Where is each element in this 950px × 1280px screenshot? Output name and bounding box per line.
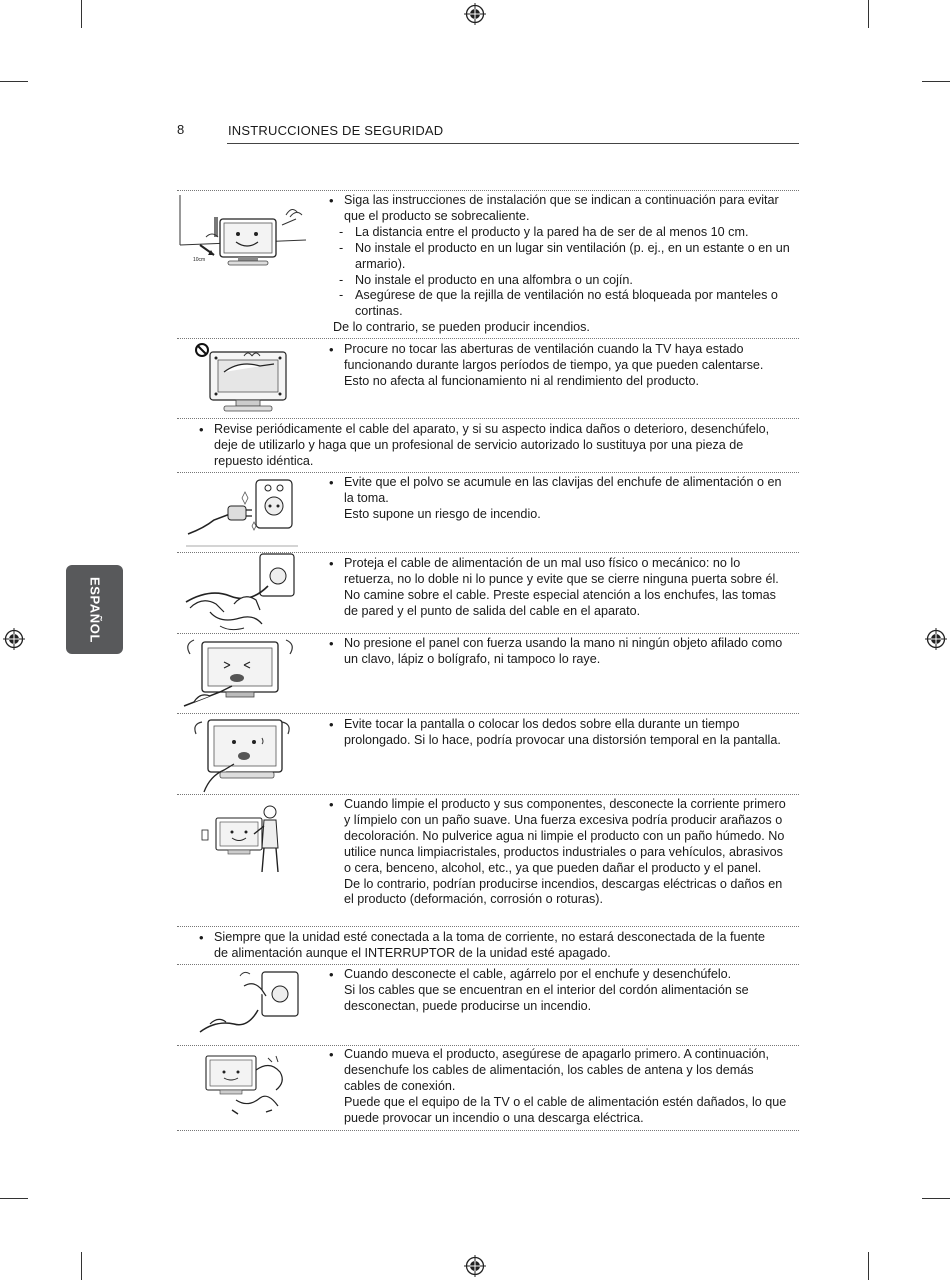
- crop-mark: [81, 1252, 82, 1280]
- section-divider: [177, 338, 799, 339]
- header-rule: [227, 143, 799, 144]
- page-title: INSTRUCCIONES DE SEGURIDAD: [228, 123, 444, 138]
- tv-pressure-illustration: [180, 636, 302, 712]
- language-tab-label: ESPAÑOL: [87, 576, 102, 643]
- section-divider: [177, 794, 799, 795]
- cleaning-tv-illustration: [198, 800, 290, 876]
- note-text: De lo contrario, se pueden producir incendios.: [333, 320, 590, 335]
- list-item: • Cuando desconecte el cable, agárrelo por el enchufe y desenchúfelo.: [328, 967, 790, 983]
- tv-wall-distance-illustration: [178, 195, 308, 273]
- list-item-continuation: De lo contrario, podrían producirse incendios, descargas eléctricas o daños en el producto (deformación, corrosión o roturas).: [344, 876, 783, 907]
- list-item: • No presione el panel con fuerza usando la mano ni ningún objeto afilado como un clavo, lápiz o bolígrafo, ni tampoco lo raye.: [328, 636, 790, 668]
- crop-mark: [81, 0, 82, 28]
- distance-label: 10cm: [193, 257, 206, 263]
- list-item: - La distancia entre el producto y la pared ha de ser de al menos 10 cm.: [328, 225, 790, 241]
- list-item: • Cuando mueva el producto, asegúrese de apagarlo primero. A continuación, desenchufe los cables de alimentación, los cables de antena y los demás cables de conexión.: [328, 1047, 790, 1095]
- crop-mark: [922, 1198, 950, 1199]
- crop-mark: [922, 81, 950, 82]
- crop-mark: [868, 0, 869, 28]
- section-divider: [177, 1045, 799, 1046]
- section-power-switch: [198, 930, 780, 962]
- list-item: - No instale el producto en una alfombra o un cojín.: [328, 273, 790, 289]
- list-item: • Evite que el polvo se acumule en las clavijas del enchufe de alimentación o en la toma.: [328, 475, 790, 507]
- section-divider: [177, 190, 799, 191]
- list-item: • Siga las instrucciones de instalación que se indican a continuación para evitar que el producto se sobrecaliente.: [328, 193, 790, 225]
- list-item: • Cuando limpie el producto y sus componentes, desconecte la corriente primero y límpielo con un paño suave. Una fuerza excesiva podría producir arañazos o decoloración. No pulverice agua ni limpie el producto con un paño húmedo. No utilice nunca limpiacristales, productos industriales o para vehículos, abrasivos o cera, benceno, alcohol, etc., ya que pueden dañar el producto y el panel.: [328, 797, 790, 877]
- section-unplug: [328, 967, 790, 1015]
- section-screen-touch: [328, 717, 790, 749]
- registration-mark-icon: [464, 3, 486, 25]
- moving-tv-cables-illustration: [196, 1050, 292, 1122]
- cable-twist-illustration: [180, 552, 302, 634]
- tv-vent-touch-illustration: [194, 342, 294, 416]
- registration-mark-icon: [3, 628, 25, 650]
- section-divider: [177, 472, 799, 473]
- list-item: • Siempre que la unidad esté conectada a la toma de corriente, no estará desconectada de la fuente de alimentación aunque el INTERRUPTOR de la unidad esté apagado.: [198, 930, 780, 962]
- section-overheat: [328, 193, 790, 336]
- crop-mark: [0, 81, 28, 82]
- section-divider: [177, 1130, 799, 1131]
- section-divider: [177, 964, 799, 965]
- list-item: • Proteja el cable de alimentación de un mal uso físico o mecánico: no lo retuerza, no lo doble ni lo punce y evite que se cierre ninguna puerta sobre él. No camine sobre el cable. Preste especial atención a los enchufes, las tomas de pared y el punto de salida del cable en el aparato.: [328, 556, 790, 620]
- crop-mark: [0, 1198, 28, 1199]
- language-tab: [66, 565, 123, 654]
- list-item: - No instale el producto en un lugar sin ventilación (p. ej., en un estante o en un armario).: [328, 241, 790, 273]
- list-item: • Evite tocar la pantalla o colocar los dedos sobre ella durante un tiempo prolongado. Si lo hace, podría provocar una distorsión temporal en la pantalla.: [328, 717, 790, 749]
- section-moving: [328, 1047, 790, 1127]
- section-divider: [177, 418, 799, 419]
- list-item: • Revise periódicamente el cable del aparato, y si su aspecto indica daños o deterioro, desenchúfelo, deje de utilizarlo y haga que un profesional de servicio autorizado lo sustituya por una pieza de repuesto idéntica.: [198, 422, 780, 470]
- list-item-continuation: Si los cables que se encuentran en el interior del cordón alimentación se desconectan, puede producirse un incendio.: [344, 982, 749, 1013]
- list-item-continuation: Puede que el equipo de la TV o el cable de alimentación estén dañados, lo que puede provocar un incendio o una descarga eléctrica.: [344, 1094, 787, 1125]
- section-cleaning: [328, 797, 790, 908]
- section-cable-protect: [328, 556, 790, 620]
- list-item-continuation: Esto supone un riesgo de incendio.: [344, 506, 541, 521]
- section-cable-check: [198, 422, 780, 470]
- section-vents: [328, 342, 790, 390]
- crop-mark: [868, 1252, 869, 1280]
- page-number: 8: [177, 122, 185, 137]
- tv-finger-touch-illustration: [190, 714, 294, 794]
- section-pressure: [328, 636, 790, 668]
- list-item: - Asegúrese de que la rejilla de ventilación no está bloqueada por manteles o cortinas.: [328, 288, 790, 320]
- list-item: • Procure no tocar las aberturas de ventilación cuando la TV haya estado funcionando durante largos períodos de tiempo, ya que pueden calentarse. Esto no afecta al funcionamiento ni al rendimiento del producto.: [328, 342, 790, 390]
- registration-mark-icon: [464, 1255, 486, 1277]
- section-divider: [177, 926, 799, 927]
- dusty-plug-illustration: [184, 474, 300, 550]
- unplug-illustration: [196, 966, 306, 1042]
- registration-mark-icon: [925, 628, 947, 650]
- section-dust: [328, 475, 790, 523]
